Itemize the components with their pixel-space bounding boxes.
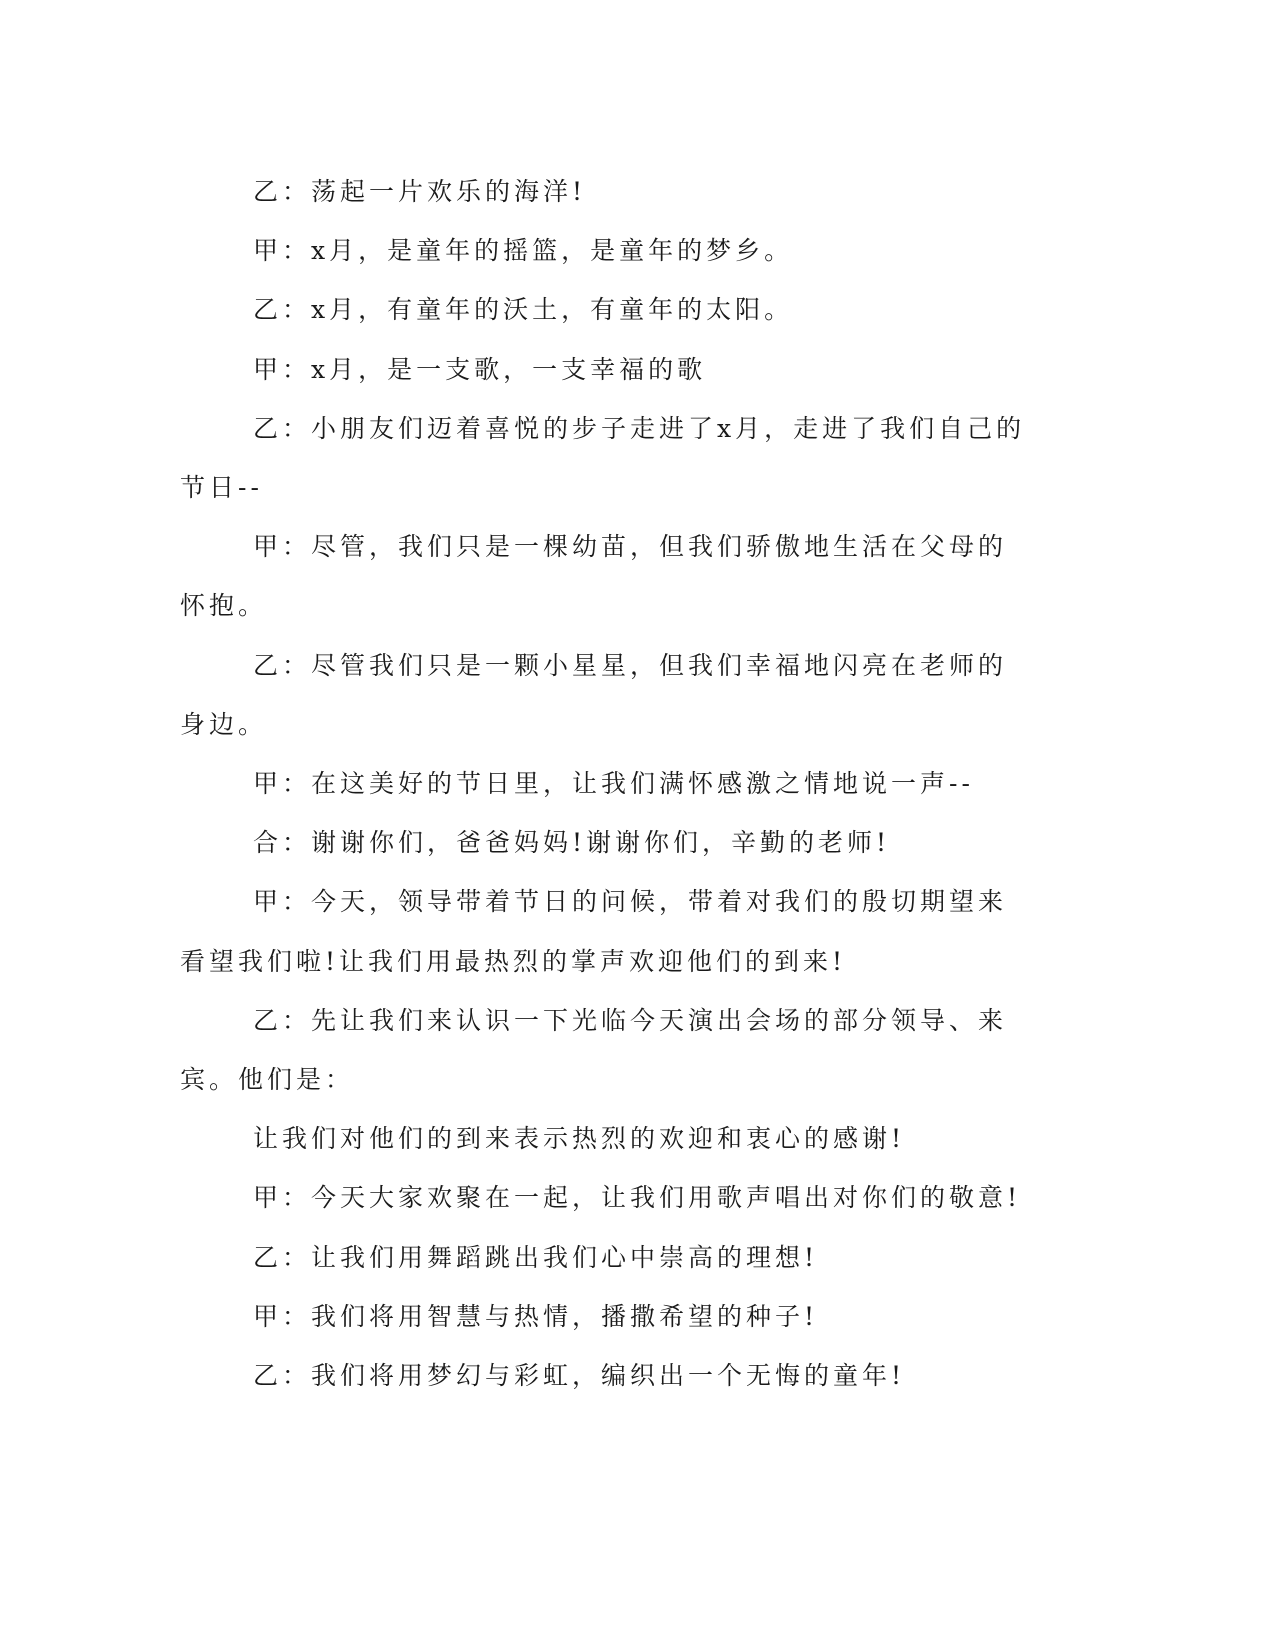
paragraph: 甲：我们将用智慧与热情，播撒希望的种子! — [253, 1301, 819, 1331]
paragraph: 让我们对他们的到来表示热烈的欢迎和衷心的感谢! — [253, 1124, 906, 1154]
paragraph: 甲：x月，是一支歌，一支幸福的歌 — [253, 354, 707, 384]
paragraph: 乙：先让我们来认识一下光临今天演出会场的部分领导、来宾。他们是： — [180, 1005, 1008, 1095]
paragraph: 甲：x月，是童年的摇篮，是童年的梦乡。 — [253, 236, 794, 266]
paragraph: 甲：在这美好的节日里，让我们满怀感激之情地说一声-- — [253, 769, 974, 799]
paragraph: 合：谢谢你们，爸爸妈妈!谢谢你们，辛勤的老师! — [253, 828, 891, 858]
paragraph: 甲：今天，领导带着节日的问候，带着对我们的殷切期望来看望我们啦!让我们用最热烈的掌声欢迎他们的到来! — [180, 887, 1008, 976]
paragraph: 乙：荡起一片欢乐的海洋! — [253, 177, 587, 206]
paragraph: 乙：小朋友们迈着喜悦的步子走进了x月，走进了我们自己的节日-- — [180, 413, 1026, 503]
paragraph: 甲：今天大家欢聚在一起，让我们用歌声唱出对你们的敬意! — [253, 1183, 1022, 1213]
paragraph: 乙：x月，有童年的沃土，有童年的太阳。 — [253, 295, 794, 325]
paragraph: 乙：我们将用梦幻与彩虹，编织出一个无悔的童年! — [253, 1361, 906, 1391]
paragraph: 乙：尽管我们只是一颗小星星，但我们幸福地闪亮在老师的身边。 — [180, 650, 1008, 739]
document-body — [180, 162, 1028, 1405]
paragraph: 乙：让我们用舞蹈跳出我们心中崇高的理想! — [253, 1242, 819, 1272]
paragraph: 甲：尽管，我们只是一棵幼苗，但我们骄傲地生活在父母的怀抱。 — [180, 532, 1008, 621]
